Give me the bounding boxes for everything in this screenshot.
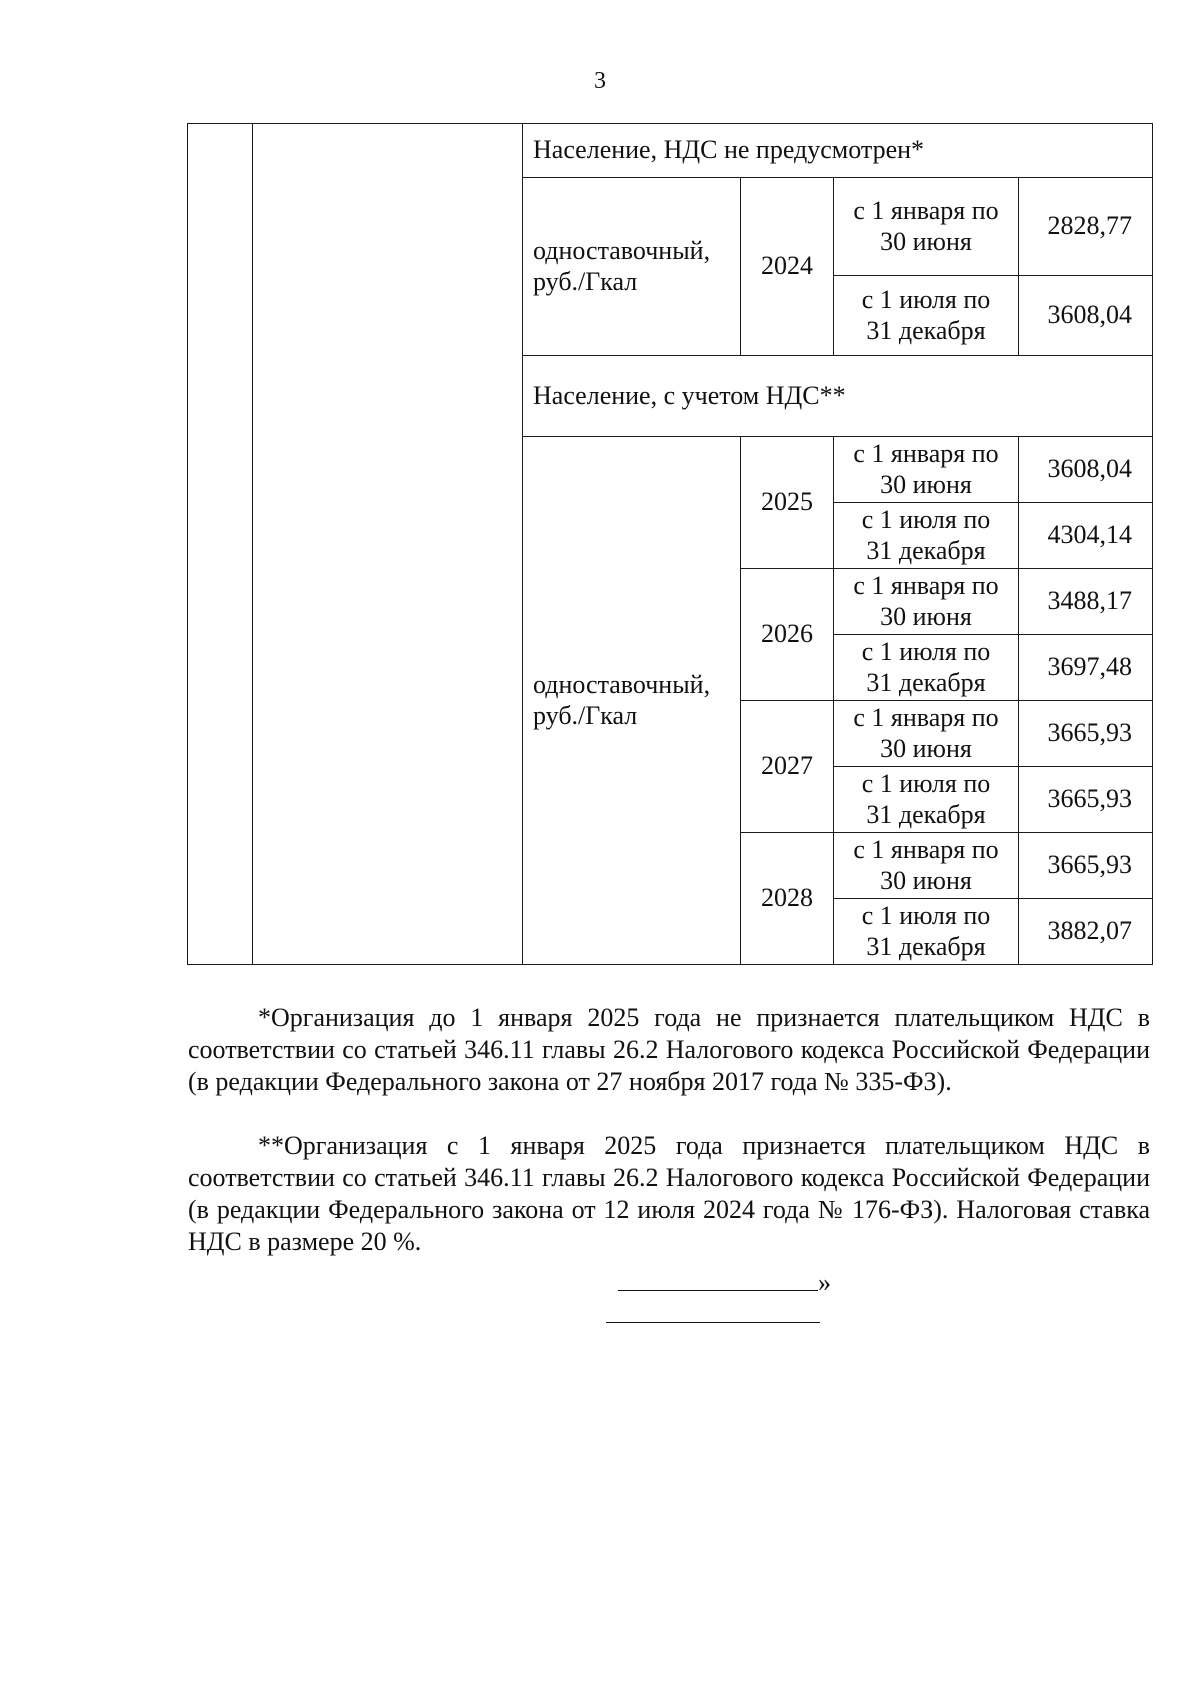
closing-line	[618, 1274, 818, 1291]
period-cell	[834, 569, 1019, 635]
period-line: 30 июня	[880, 865, 972, 895]
tariff-value: 3665,93	[1019, 701, 1153, 767]
period-line: 31 декабря	[866, 667, 986, 697]
tariff-value: 3665,93	[1019, 833, 1153, 899]
rate-type: одноставочный, руб./Гкал	[523, 437, 741, 965]
year-cell: 2028	[741, 833, 834, 965]
group-heading: Население, с учетом НДС**	[523, 356, 1153, 437]
period-line: 31 декабря	[866, 931, 986, 961]
tariff-value: 3882,07	[1019, 899, 1153, 965]
footnote-1	[188, 1002, 1150, 1098]
page-number: 3	[594, 68, 606, 94]
tariff-value: 3665,93	[1019, 767, 1153, 833]
period-line: 31 декабря	[866, 799, 986, 829]
period-line: с 1 июля по	[861, 636, 991, 666]
tariff-value: 3697,48	[1019, 635, 1153, 701]
org-empty-cell	[253, 124, 523, 965]
period-line: с 1 января по	[853, 702, 999, 732]
footnote-2	[188, 1130, 1150, 1258]
footnote-text: **Организация с 1 января 2025 года признается плательщиком НДС в соответствии со статьей 346.11 главы 26.2 Налогового кодекса Российской Федерации (в редакции Федерального закона от 12 июля 2024 года № 176-ФЗ). Налоговая ставка НДС в размере 20 %.	[188, 1131, 1150, 1256]
tariff-value: 2828,77	[1019, 178, 1153, 276]
period-cell	[834, 437, 1019, 503]
year-cell: 2027	[741, 701, 834, 833]
closing-mark	[618, 1268, 831, 1298]
period-cell	[834, 503, 1019, 569]
period-line: с 1 июля по	[861, 900, 991, 930]
period-cell	[834, 767, 1019, 833]
year-cell: 2025	[741, 437, 834, 569]
group-heading: Население, НДС не предусмотрен*	[523, 124, 1153, 178]
period-line: с 1 июля по	[861, 284, 991, 314]
tariff-table	[187, 123, 1153, 965]
period-line: 30 июня	[880, 733, 972, 763]
period-cell	[834, 635, 1019, 701]
end-rule	[606, 1322, 820, 1323]
period-line: с 1 января по	[853, 834, 999, 864]
rate-type: одноставочный, руб./Гкал	[523, 178, 741, 356]
closing-quote: »	[818, 1268, 831, 1297]
year-cell: 2024	[741, 178, 834, 356]
period-line: 31 декабря	[866, 315, 986, 345]
period-cell	[834, 276, 1019, 356]
year-cell: 2026	[741, 569, 834, 701]
period-cell	[834, 899, 1019, 965]
period-cell	[834, 178, 1019, 276]
tariff-value: 3608,04	[1019, 276, 1153, 356]
tariff-value: 3488,17	[1019, 569, 1153, 635]
left-empty-cell	[188, 124, 253, 965]
period-line: с 1 июля по	[861, 504, 991, 534]
period-line: с 1 января по	[853, 195, 999, 225]
period-cell	[834, 701, 1019, 767]
footnote-text: *Организация до 1 января 2025 года не признается плательщиком НДС в соответствии со статьей 346.11 главы 26.2 Налогового кодекса Российской Федерации (в редакции Федерального закона от 27 ноября 2017 года № 335-ФЗ).	[188, 1003, 1150, 1096]
period-line: 30 июня	[880, 601, 972, 631]
period-line: с 1 января по	[853, 438, 999, 468]
period-line: 30 июня	[880, 469, 972, 499]
period-cell	[834, 833, 1019, 899]
period-line: 30 июня	[880, 226, 972, 256]
tariff-value: 4304,14	[1019, 503, 1153, 569]
period-line: с 1 июля по	[861, 768, 991, 798]
tariff-value: 3608,04	[1019, 437, 1153, 503]
period-line: с 1 января по	[853, 570, 999, 600]
period-line: 31 декабря	[866, 535, 986, 565]
